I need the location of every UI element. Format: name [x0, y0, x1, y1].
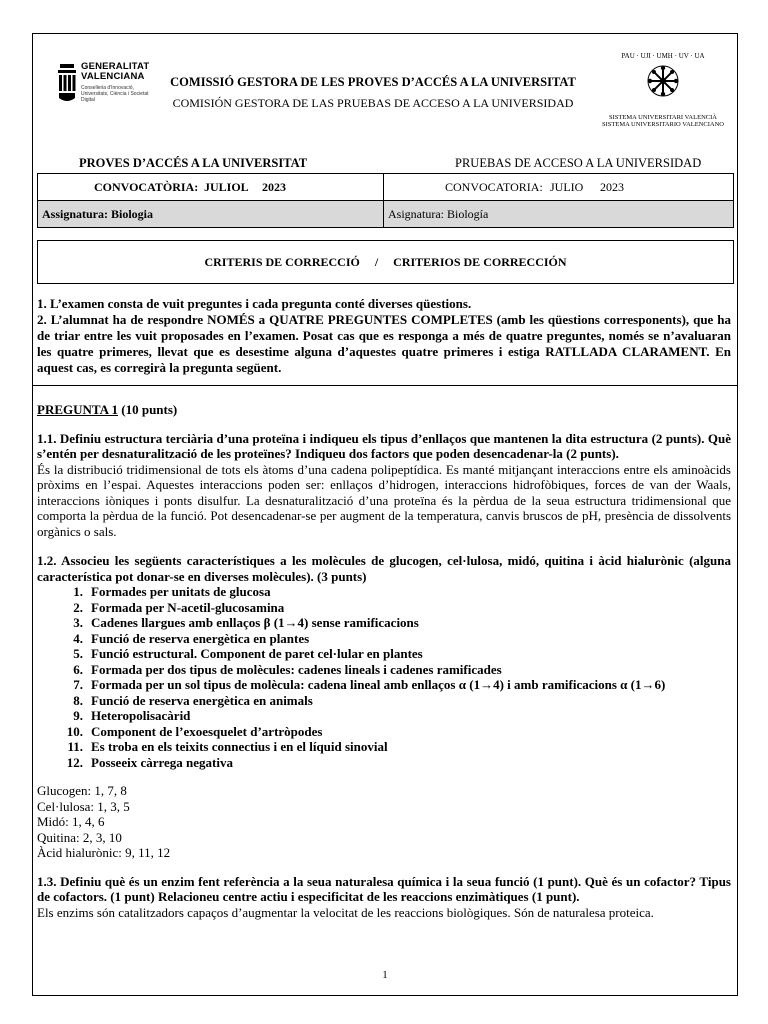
- gv-logo-subtitle: Conselleria d'Innovació, Universitats, Ciència i Societat Digital: [81, 85, 149, 103]
- convocatoria-row: [38, 174, 734, 201]
- list-item: [57, 600, 731, 616]
- sv-name-es: SISTEMA UNIVERSITARIO VALENCIANO: [601, 121, 725, 128]
- item-number: 6.: [73, 661, 83, 677]
- exam-page: [32, 33, 738, 996]
- item-number: 11.: [67, 739, 83, 754]
- university-system-emblem-icon: [621, 50, 705, 112]
- convocatoria-es-cell: [384, 174, 734, 201]
- item-text: Posseeix càrrega negativa: [91, 754, 233, 770]
- item-number: 4.: [73, 630, 83, 646]
- page-number: 1: [382, 969, 388, 981]
- item-number: 7.: [73, 677, 83, 692]
- instruction-1: 1. L’examen consta de vuit preguntes i cada pregunta conté diverses qüestions.: [37, 296, 472, 311]
- answer-line: Quitina: 2, 3, 10: [37, 829, 122, 845]
- answer-line: Glucogen: 1, 7, 8: [37, 783, 127, 798]
- item-text: Es troba en els teixits connectius i en el líquid sinovial: [91, 739, 388, 754]
- instructions: [37, 296, 731, 376]
- item-number: 3.: [73, 615, 83, 630]
- instruction-2: 2. L’alumnat ha de respondre NOMÉS a QUATRE PREGUNTES COMPLETES (amb les qüestions corresponents), que ha de triar entre les vuit proposades en l’examen. Posat cas que es responga a més de quatre preguntes, només se n’avaluaran les quatre primeres, llevat que es desestime alguna d’aquestes quatre primeres i estiga RATLLADA CLARAMENT. En aquest cas, es corregirà la pregunta següent.: [37, 312, 731, 375]
- subject-es: Asignatura: Biología: [384, 201, 734, 228]
- pregunta-title: [37, 402, 731, 418]
- commission-title: [153, 74, 593, 111]
- generalitat-logo: [57, 61, 150, 128]
- item-text: Cadenes llargues amb enllaços β (1→4) sense ramificacions: [91, 615, 419, 630]
- gv-logo-line-2: VALENCIANA: [81, 71, 145, 82]
- sistema-universitari-logo: [593, 50, 733, 140]
- answer-line: Àcid hialurònic: 9, 11, 12: [37, 845, 171, 860]
- list-item: [57, 615, 731, 631]
- pregunta-1-section: [37, 402, 731, 920]
- item-number: 2.: [73, 599, 83, 615]
- item-number: 1.: [73, 584, 83, 599]
- subject-ca: Assignatura: Biologia: [38, 201, 384, 228]
- pau-heading-es: PRUEBAS DE ACCESO A LA UNIVERSIDAD: [455, 156, 702, 170]
- item-text: Formada per dos tipus de molècules: cadenes lineals i cadenes ramificades: [91, 661, 502, 677]
- convocatoria-year-ca: 2023: [262, 180, 286, 194]
- item-text: Formada per un sol tipus de molècula: cadena lineal amb enllaços α (1→4) i amb ramificacions α (1→6): [91, 677, 666, 692]
- question-1-2-text: 1.2. Associeu les següents característiques a les molècules de glucogen, cel·lulosa, midó, quitina i àcid hialurònic (alguna característica pot donar-se en diverses molècules). (3 punts): [37, 553, 731, 584]
- list-item: [57, 646, 731, 662]
- generalitat-emblem-icon: [57, 64, 77, 104]
- question-1-2: [37, 553, 731, 861]
- convocatoria-label-ca: CONVOCATÒRIA:: [94, 180, 199, 194]
- pregunta-points: (10 punts): [118, 402, 178, 417]
- list-item: [57, 693, 731, 709]
- list-item: [57, 708, 731, 724]
- pregunta-label: PREGUNTA 1: [37, 402, 119, 417]
- convocatoria-month-es: JULIO: [550, 180, 584, 194]
- subject-row: [38, 201, 734, 228]
- answer-line: Cel·lulosa: 1, 3, 5: [37, 798, 130, 814]
- criteris-title: CRITERIS DE CORRECCIÓ / CRITERIOS DE CORRECCIÓN: [37, 240, 734, 284]
- answer-1-3-text: Els enzims són catalitzadors capaços d’augmentar la velocitat de les reaccions biològiques. Són de naturalesa proteica.: [37, 904, 654, 920]
- list-item: [57, 662, 731, 678]
- list-item: [57, 739, 731, 755]
- question-1-3: [37, 874, 731, 921]
- item-number: 8.: [73, 692, 83, 708]
- convocatoria-table: [37, 173, 734, 228]
- item-text: Formada per N-acetil-glucosamina: [91, 599, 285, 615]
- header: [33, 34, 737, 386]
- item-number: 5.: [73, 646, 83, 661]
- section-divider: [33, 385, 737, 386]
- item-text: Funció de reserva energètica en plantes: [91, 630, 310, 646]
- item-number: 12.: [66, 754, 83, 770]
- list-item: [57, 724, 731, 740]
- gv-logo-line-1: GENERALITAT: [81, 61, 150, 72]
- list-item: [57, 631, 731, 647]
- answer-line: Midó: 1, 4, 6: [37, 814, 105, 829]
- convocatoria-label-es: CONVOCATORIA:: [445, 180, 543, 194]
- item-number: 9.: [73, 708, 83, 723]
- commission-title-es: COMISIÓN GESTORA DE LAS PRUEBAS DE ACCESO A LA UNIVERSIDAD: [172, 96, 574, 110]
- sv-ring-text: PAU · UJI · UMH · UV · UA: [621, 52, 705, 60]
- list-item: [57, 584, 731, 600]
- answer-1-2-list: [37, 783, 731, 861]
- question-1-3-text: 1.3. Definiu què és un enzim fent referència a la seua naturalesa química i la seua funció (1 punt). Què és un cofactor? Tipus de cofactors. (1 punt) Relacioneu centre actiu i especificitat de les reaccions enzimàtiques (1 punt).: [37, 873, 731, 904]
- pau-heading-ca: PROVES D’ACCÉS A LA UNIVERSITAT: [79, 156, 308, 170]
- list-item: [57, 755, 731, 771]
- item-text: Funció de reserva energètica en animals: [91, 692, 313, 708]
- item-text: Funció estructural. Component de paret cel·lular en plantes: [91, 646, 423, 661]
- question-1-1: [37, 431, 731, 540]
- characteristics-list: [57, 584, 731, 770]
- item-text: Formades per unitats de glucosa: [91, 584, 271, 599]
- item-number: 10.: [66, 723, 83, 739]
- convocatoria-month-ca: JULIOL: [204, 180, 249, 194]
- question-1-1-text: 1.1. Definiu estructura terciària d’una proteïna i indiqueu els tipus d’enllaços que mantenen la dita estructura (2 punts). Què s’entén per desnaturalització de les proteïnes? Indiqueu dos factors que poden desencadenar-la (2 punts).: [37, 430, 731, 461]
- convocatoria-ca-cell: [38, 174, 384, 201]
- sv-name-ca: SISTEMA UNIVERSITARI VALENCIÀ: [609, 114, 717, 121]
- list-item: [57, 677, 731, 693]
- commission-title-ca: COMISSIÓ GESTORA DE LES PROVES D’ACCÉS A LA UNIVERSITAT: [170, 75, 576, 89]
- item-text: Component de l’exoesquelet d’artròpodes: [91, 723, 323, 739]
- item-text: Heteropolisacàrid: [91, 708, 191, 723]
- convocatoria-year-es: 2023: [600, 180, 624, 194]
- answer-1-1-text: És la distribució tridimensional de tots els àtoms d’una cadena polipeptídica. Es manté mitjançant interaccions entre els aminoàcids pròxims en l’espai. Aquestes interaccions poden ser: enllaços d’hidrogen, interaccions hidrofòbiques, forces de van der Waals, interaccions iòniques i ponts disulfur. La desnaturalització d’una proteïna és la pèrdua de la seua estructura tridimensional que comporta la pèrdua de la funció. Pot desencadenar-se per augment de la temperatura, canvis bruscos de pH, presència de dissolvents orgànics o sals.: [37, 461, 731, 539]
